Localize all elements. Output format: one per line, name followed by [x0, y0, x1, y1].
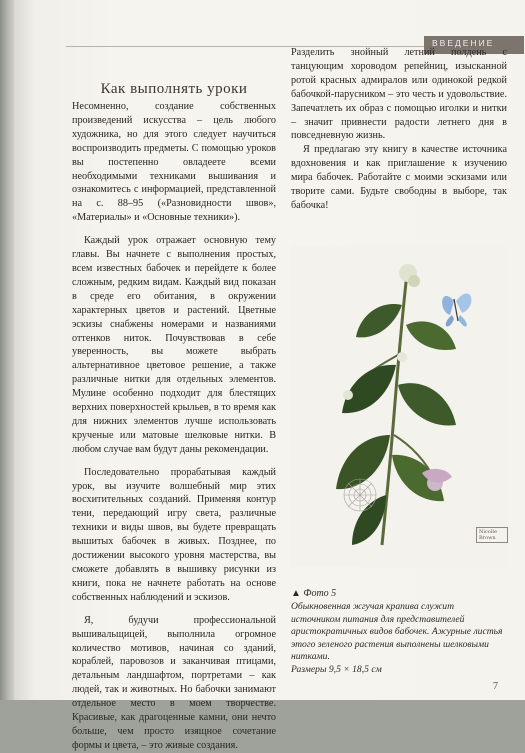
- embroidery-illustration: [290, 245, 508, 567]
- nettle-butterfly-embroidery: [290, 245, 508, 567]
- paragraph: Несомненно, создание собственных произведений искусства – цель любого художника, но для этого следует научиться воспроизводить предметы. С помощью уроков вы постепенно овладеете всеми необходимыми техниками вышивания и ознакомитесь с информацией, представленной на с. 88–95 («Разновидности швов», «Материалы» и «Основные техники»).: [72, 101, 276, 224]
- artist-signature: Nicolle Brown: [476, 527, 508, 543]
- book-spine-shadow: [0, 0, 14, 700]
- caption-size: Размеры 9,5 × 18,5 см: [291, 663, 382, 675]
- paragraph: Каждый урок отражает основную тему главы. Вы начнете с выполнения простых, всем известных бабочек и перейдете к более сложным, редким видам. Каждый вид показан в среде его обитания, в окружении характерных цветов и растений. Цветные эскизы снабжены номерами и названиями оттенков ниток. Почувствовав в себе уверенность, вы можете выбрать альтернативное цветовое решение, а также различные нитки для отдельных элементов. Мулине особенно подходит для блестящих верхних поверхностей крыльев, в то время как для нижних элементов лучше использовать крученые или матовые шелковые нитки. В любом случае вам будут даны рекомендации.: [72, 235, 276, 455]
- page-heading: Как выполнять уроки: [100, 81, 248, 97]
- caption-text: Обыкновенная жгучая крапива служит источником питания для представителей аристократичных видов бабочек. Ажурные листья этого зеленого растения выполнены шелковыми нитками.: [291, 601, 503, 663]
- figure-label: ▲ Фото 5: [291, 588, 337, 599]
- right-text-column: [291, 46, 507, 213]
- paragraph: Я предлагаю эту книгу в качестве источника вдохновения и как приглашение к изучению мира бабочек. Работайте с моими эскизами или творите сами. Будьте свободны в выборе, так бабочка!: [291, 144, 507, 211]
- section-header-label: ВВЕДЕНИЕ: [432, 38, 495, 48]
- book-page: [14, 0, 525, 751]
- page-number: 7: [493, 681, 498, 692]
- paragraph: Разделить знойный летний полдень с танцующим хороводом репейниц, изысканной ротой красных адмиралов или одинокой редкой бабочкой-парусником – это честь и удовольствие. Запечатлеть их образ с помощью иголки и нитки – значит привнести радости летнего дня в повседневную жизнь.: [291, 47, 507, 142]
- figure-caption: [291, 601, 505, 677]
- left-text-column: [72, 100, 276, 753]
- butterfly-icon: [442, 294, 471, 327]
- paragraph: Последовательно прорабатывая каждый урок, вы изучите волшебный мир этих восхитительных созданий. Применяя контур тени, передающий игру света, различные техники и виды швов, вы будете превращать вышитых бабочек в живых. Позднее, по достижении высокого уровня мастерства, вы сможете добавлять в вышивку рисунки из книги, пока не начнете работать на основе собственных наблюдений и эскизов.: [72, 466, 276, 603]
- paragraph: Я, будучи профессиональной вышивальщицей, выполнила огромное количество мотивов, начиная со зданий, кораблей, паровозов и заканчивая птицами, детальным ландшафтом, портретами – как людей, так и животных. Но бабочки занимают отдельное место в моем творчестве. Красивые, как драгоценные камни, они нечто больше, чем просто изящное сочетание формы и цвета, – это живые создания.: [72, 614, 276, 751]
